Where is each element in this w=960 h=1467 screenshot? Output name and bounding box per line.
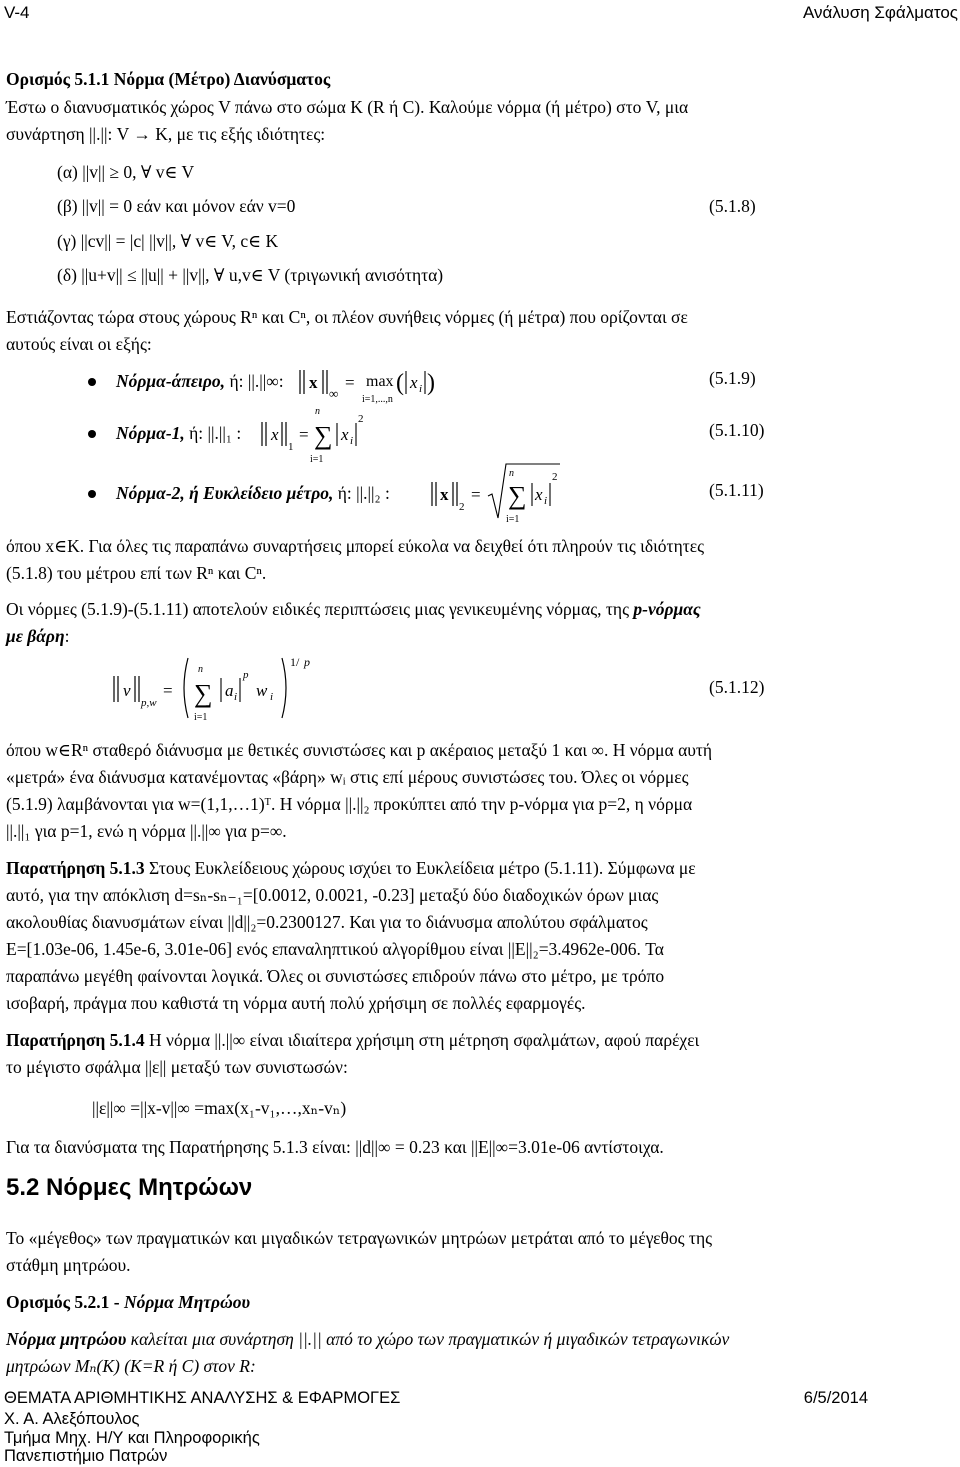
equation-number: (5.1.12) bbox=[709, 677, 765, 697]
remark-514: Παρατήρηση 5.1.4 Η νόρμα ||.||∞ είναι ιδιαίτερα χρήσιμη στη μέτρηση σφαλμάτων, αφού παρέχει bbox=[6, 1030, 700, 1050]
norm-1-formula bbox=[256, 402, 376, 464]
paragraph-line: όπου x∈K. Για όλες τις παραπάνω συναρτήσεις μπορεί εύκολα να δειχθεί ότι πληρούν τις ιδιότητες bbox=[6, 536, 705, 556]
paragraph-line: αυτό, για την απόκλιση d=sₙ-sₙ₋₁=[0.0012, 0.0021, -0.23] μεταξύ δύο διαδοχικών όρων μιας bbox=[6, 885, 659, 905]
paragraph-line: παραπάνω μεγέθη φαίνονται λογικά. Όλες οι συνιστώσες επιδρούν πάνω στο μέτρο, με τρόπο bbox=[6, 966, 665, 986]
svg-text:x: x bbox=[271, 425, 279, 444]
norm-2-formula bbox=[426, 458, 566, 524]
footer-date: 6/5/2014 bbox=[803, 1389, 868, 1407]
svg-text:i: i bbox=[270, 691, 274, 703]
norm-2-label: Νόρμα-2, ή Ευκλείδειο μέτρο, ή: ||.||₂ : bbox=[116, 483, 390, 503]
property-c: (γ) ||cv|| = |c| ||v||, ∀ v∈ V, c∈ K bbox=[57, 231, 279, 251]
definition-line: Νόρμα μητρώου καλείται μια συνάρτηση ||.|| από το χώρο των πραγματικών ή μιγαδικών τετραγωνικών bbox=[6, 1329, 730, 1349]
property-b: (β) ||v|| = 0 εάν και μόνον εάν v=0 bbox=[57, 196, 296, 216]
paragraph-line: ||.||₁ για p=1, ενώ η νόρμα ||.||∞ για p=∞. bbox=[6, 821, 287, 841]
property-a: (α) ||v|| ≥ 0, ∀ v∈ V bbox=[57, 162, 195, 182]
svg-text:n: n bbox=[315, 406, 320, 417]
paragraph-line: ισοβαρή, πράγμα που καθιστά τη νόρμα αυτή πολύ χρήσιμη σε πολλές εφαρμογές. bbox=[6, 993, 586, 1013]
svg-text:i: i bbox=[350, 435, 354, 447]
svg-text:1/: 1/ bbox=[290, 655, 300, 669]
svg-text:∞: ∞ bbox=[329, 386, 339, 401]
svg-text:max: max bbox=[366, 373, 394, 390]
svg-text:∑: ∑ bbox=[314, 421, 333, 450]
paragraph-line: E=[1.03e-06, 1.45e-6, 3.01e-06] ενός επαναληπτικού αλγορίθμου είναι ||E||₂=3.4962e-006. Τα bbox=[6, 939, 664, 959]
svg-text:2: 2 bbox=[358, 413, 364, 425]
paragraph-line: Οι νόρμες (5.1.9)-(5.1.11) αποτελούν ειδικές περιπτώσεις μιας γενικευμένης νόρμας, της p-νόρμας bbox=[6, 599, 701, 619]
footer-author: Χ. Α. Αλεξόπουλος bbox=[4, 1410, 140, 1428]
svg-text:v: v bbox=[123, 681, 131, 700]
svg-text:=: = bbox=[299, 425, 309, 444]
svg-text:i=1,...,n: i=1,...,n bbox=[362, 394, 393, 405]
svg-text:i=1: i=1 bbox=[194, 712, 208, 723]
svg-text:i=1: i=1 bbox=[310, 454, 324, 464]
equation-number: (5.1.8) bbox=[709, 196, 756, 216]
svg-text:i: i bbox=[544, 495, 548, 507]
svg-text:∑: ∑ bbox=[194, 679, 213, 708]
svg-text:p: p bbox=[243, 669, 249, 681]
svg-text:=: = bbox=[163, 681, 173, 700]
running-title: Ανάλυση Σφάλματος bbox=[802, 3, 958, 22]
definition-intro-line2: συνάρτηση ||.||: V → K, με τις εξής ιδιότητες: bbox=[6, 124, 326, 144]
svg-text:=: = bbox=[345, 373, 355, 392]
svg-text:i=1: i=1 bbox=[506, 514, 520, 524]
paragraph-line: το μέγιστο σφάλμα ||ε|| μεταξύ των συνιστωσών: bbox=[6, 1057, 348, 1077]
svg-text:x: x bbox=[440, 485, 449, 504]
paragraph-line: στάθμη μητρώου. bbox=[6, 1255, 131, 1275]
norm-1-label: Νόρμα-1, ή: ||.||₁ : bbox=[116, 423, 242, 443]
paragraph-line: με βάρη: bbox=[6, 626, 70, 646]
svg-text:2: 2 bbox=[552, 471, 558, 483]
page-number: V-4 bbox=[4, 3, 30, 22]
paragraph-line: όπου w∈Rⁿ σταθερό διάνυσμα με θετικές συνιστώσες και p ακέραιος μεταξύ 1 και ∞. Η νόρμα αυτή bbox=[6, 740, 713, 760]
svg-text:x: x bbox=[535, 485, 543, 504]
property-d: (δ) ||u+v|| ≤ ||u|| + ||v||, ∀ u,v∈ V (τριγωνική ανισότητα) bbox=[57, 265, 444, 285]
equation-number: (5.1.11) bbox=[709, 480, 764, 500]
inf-error-formula: ||ε||∞ =||x-v||∞ =max(x₁-v₁,…,xₙ-vₙ) bbox=[92, 1098, 347, 1118]
svg-text:x: x bbox=[341, 425, 349, 444]
definition-title: Ορισμός 5.2.1 - Νόρμα Μητρώου bbox=[6, 1292, 251, 1312]
p-norm-formula bbox=[110, 646, 340, 726]
bullet bbox=[88, 490, 96, 498]
svg-text:x: x bbox=[309, 373, 318, 392]
svg-text:w: w bbox=[256, 681, 268, 700]
svg-text:2: 2 bbox=[459, 501, 465, 513]
svg-text:i: i bbox=[234, 691, 238, 703]
section-heading: 5.2 Νόρμες Μητρώων bbox=[6, 1174, 253, 1201]
svg-text:∑: ∑ bbox=[508, 481, 527, 510]
equation-number: (5.1.9) bbox=[709, 368, 756, 388]
svg-text:i: i bbox=[419, 383, 423, 395]
bullet bbox=[88, 430, 96, 438]
paragraph-line: αυτούς είναι οι εξής: bbox=[6, 334, 152, 354]
svg-text:1: 1 bbox=[288, 441, 294, 453]
norm-inf-label: Νόρμα-άπειρο, ή: ||.||∞: bbox=[116, 371, 284, 391]
footer-department: Τμήμα Μηχ. Η/Υ και Πληροφορικής bbox=[4, 1429, 260, 1447]
paragraph-line: (5.1.9) λαμβάνονται για w=(1,1,…1)ᵀ. Η νόρμα ||.||₂ προκύπτει από την p-νόρμα για p=2, η νόρμα bbox=[6, 794, 693, 814]
paragraph-line: «μετρά» ένα διάνυσμα κατανέμοντας «βάρη» wᵢ στις επί μέρους συνιστώσες του. Όλες οι νόρμες bbox=[6, 767, 689, 787]
paragraph-line: Το «μέγεθος» των πραγματικών και μιγαδικών τετραγωνικών μητρώων μετράται από το μέγεθος της bbox=[6, 1228, 713, 1248]
svg-text:=: = bbox=[471, 485, 481, 504]
footer-university: Πανεπιστήμιο Πατρών bbox=[4, 1447, 168, 1465]
bullet bbox=[88, 378, 96, 386]
paragraph-line: (5.1.8) του μέτρου επί των Rⁿ και Cⁿ. bbox=[6, 563, 267, 583]
svg-text:(: ( bbox=[396, 370, 404, 396]
svg-text:a: a bbox=[225, 681, 234, 700]
svg-text:): ) bbox=[427, 370, 435, 396]
footer-course: ΘΕΜΑΤΑ ΑΡΙΘΜΗΤΙΚΗΣ ΑΝΑΛΥΣΗΣ & ΕΦΑΡΜΟΓΕΣ bbox=[4, 1389, 401, 1407]
paragraph-line: Για τα διανύσματα της Παρατήρησης 5.1.3 είναι: ||d||∞ = 0.23 και ||E||∞=3.01e-06 αντίστοιχα. bbox=[6, 1137, 664, 1157]
paragraph-line: ακολουθίας διανυσμάτων είναι ||d||₂=0.2300127. Και για το διάνυσμα απολύτου σφάλματος bbox=[6, 912, 648, 932]
definition-title: Ορισμός 5.1.1 Νόρμα (Μέτρο) Διανύσματος bbox=[6, 69, 331, 89]
remark-513: Παρατήρηση 5.1.3 Στους Ευκλείδειους χώρους ισχύει το Ευκλείδεια μέτρο (5.1.11). Σύμφωνα με bbox=[6, 858, 696, 878]
svg-text:x: x bbox=[410, 373, 418, 392]
svg-text:p: p bbox=[304, 655, 310, 669]
svg-text:n: n bbox=[198, 664, 203, 675]
paragraph-line: Εστιάζοντας τώρα στους χώρους Rⁿ και Cⁿ, οι πλέον συνήθεις νόρμες (ή μέτρα) που ορίζονται σε bbox=[6, 307, 688, 327]
equation-number: (5.1.10) bbox=[709, 420, 765, 440]
definition-intro-line1: Έστω ο διανυσματικός χώρος V πάνω στο σώμα K (R ή C). Καλούμε νόρμα (ή μέτρο) στο V, μια bbox=[6, 97, 689, 117]
svg-text:n: n bbox=[509, 468, 514, 479]
svg-text:p,w: p,w bbox=[141, 697, 157, 709]
definition-line: μητρώων Mₙ(K) (K=R ή C) στον R: bbox=[6, 1356, 256, 1376]
